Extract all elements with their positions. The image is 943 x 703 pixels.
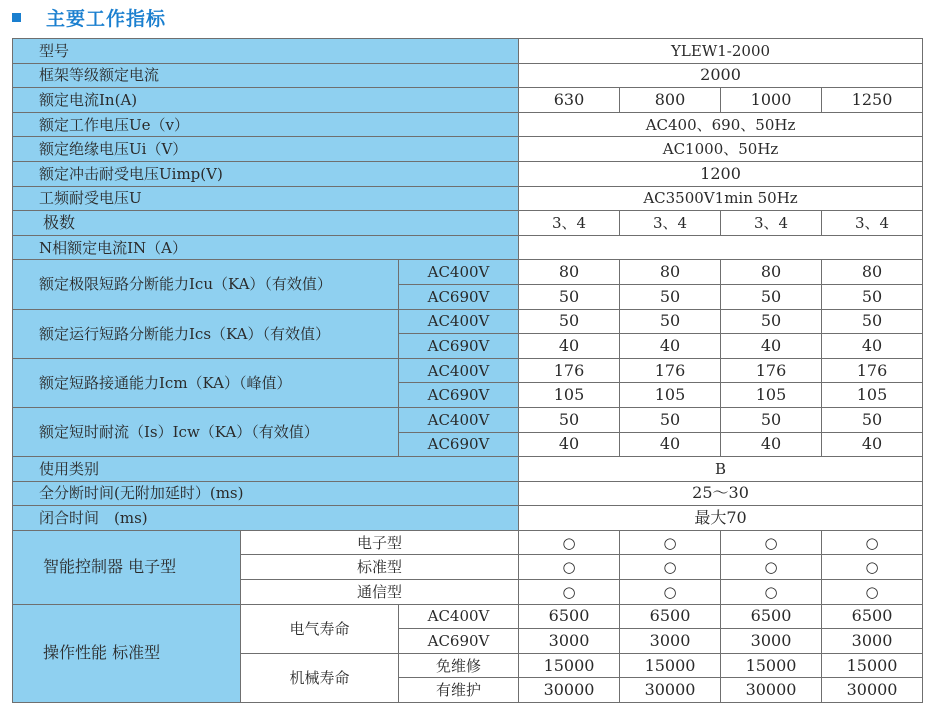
ics-value: 40	[519, 334, 620, 359]
mechanical-life-value: 30000	[519, 678, 620, 703]
icw-value: 50	[822, 407, 923, 432]
poles-value: 3、4	[721, 211, 822, 236]
icu-value: 50	[721, 284, 822, 309]
operation-label: 操作性能 标准型	[13, 604, 241, 702]
electrical-life-label: 电气寿命	[241, 604, 399, 653]
icm-value: 105	[822, 383, 923, 408]
mechanical-life-label: 机械寿命	[241, 653, 399, 702]
electrical-life-value: 6500	[721, 604, 822, 629]
table-row	[13, 260, 923, 285]
controller-mark: ○	[721, 580, 822, 605]
close-time-value: 最大70	[519, 506, 923, 531]
icm-value: 176	[519, 358, 620, 383]
electrical-voltage: AC690V	[399, 629, 519, 654]
table-row	[13, 211, 923, 236]
icu-value: 50	[620, 284, 721, 309]
icm-value: 176	[721, 358, 822, 383]
controller-mark: ○	[822, 580, 923, 605]
icu-value: 50	[822, 284, 923, 309]
icu-value: 80	[822, 260, 923, 285]
icm-voltage: AC400V	[399, 358, 519, 383]
table-row	[13, 506, 923, 531]
icw-value: 50	[519, 407, 620, 432]
icm-value: 176	[822, 358, 923, 383]
n-phase-current-value	[519, 235, 923, 260]
break-time-label: 全分断时间(无附加延时）(ms)	[13, 481, 519, 506]
table-row	[13, 604, 923, 629]
controller-mark: ○	[721, 555, 822, 580]
rated-current-value: 1000	[721, 88, 822, 113]
table-row	[13, 358, 923, 383]
table-row	[13, 186, 923, 211]
rated-current-value: 800	[620, 88, 721, 113]
controller-mark: ○	[620, 555, 721, 580]
ics-value: 40	[620, 334, 721, 359]
rated-current-value: 1250	[822, 88, 923, 113]
square-bullet-icon	[12, 13, 21, 22]
icu-voltage: AC400V	[399, 260, 519, 285]
mechanical-life-value: 15000	[620, 653, 721, 678]
icm-value: 105	[519, 383, 620, 408]
mechanical-life-value: 30000	[822, 678, 923, 703]
ics-value: 50	[721, 309, 822, 334]
close-time-label: 闭合时间 (ms)	[13, 506, 519, 531]
mechanical-life-value: 15000	[822, 653, 923, 678]
model-value: YLEW1-2000	[519, 39, 923, 64]
table-row	[13, 161, 923, 186]
table-row	[13, 309, 923, 334]
rated-voltage-label: 额定工作电压Ue（v）	[13, 112, 519, 137]
power-freq-voltage-value: AC3500V1min 50Hz	[519, 186, 923, 211]
mechanical-life-value: 30000	[620, 678, 721, 703]
icw-value: 40	[721, 432, 822, 457]
electrical-voltage: AC400V	[399, 604, 519, 629]
poles-value: 3、4	[519, 211, 620, 236]
icw-voltage: AC400V	[399, 407, 519, 432]
table-row	[13, 530, 923, 555]
icu-label: 额定极限短路分断能力Icu（KA）（有效值）	[13, 260, 399, 309]
icu-voltage: AC690V	[399, 284, 519, 309]
controller-mark: ○	[519, 555, 620, 580]
electrical-life-value: 3000	[519, 629, 620, 654]
icm-value: 176	[620, 358, 721, 383]
icu-value: 80	[620, 260, 721, 285]
controller-mark: ○	[822, 555, 923, 580]
usage-category-label: 使用类别	[13, 457, 519, 482]
electrical-life-value: 3000	[822, 629, 923, 654]
usage-category-value: B	[519, 457, 923, 482]
ics-voltage: AC400V	[399, 309, 519, 334]
ics-label: 额定运行短路分断能力Ics（KA）（有效值）	[13, 309, 399, 358]
ics-value: 40	[721, 334, 822, 359]
spec-table	[12, 38, 923, 703]
icm-value: 105	[721, 383, 822, 408]
controller-type: 标准型	[241, 555, 519, 580]
frame-current-label: 框架等级额定电流	[13, 63, 519, 88]
electrical-life-value: 3000	[620, 629, 721, 654]
icw-value: 40	[620, 432, 721, 457]
electrical-life-value: 3000	[721, 629, 822, 654]
controller-label: 智能控制器 电子型	[13, 530, 241, 604]
icw-value: 40	[822, 432, 923, 457]
insulation-voltage-label: 额定绝缘电压Ui（V）	[13, 137, 519, 162]
rated-current-value: 630	[519, 88, 620, 113]
table-row	[13, 481, 923, 506]
ics-value: 50	[519, 309, 620, 334]
icu-value: 50	[519, 284, 620, 309]
n-phase-current-label: N相额定电流IN（A）	[13, 235, 519, 260]
impulse-voltage-value: 1200	[519, 161, 923, 186]
table-row	[13, 88, 923, 113]
icw-voltage: AC690V	[399, 432, 519, 457]
poles-value: 3、4	[822, 211, 923, 236]
rated-voltage-value: AC400、690、50Hz	[519, 112, 923, 137]
controller-mark: ○	[822, 530, 923, 555]
electrical-life-value: 6500	[519, 604, 620, 629]
poles-label: 极数	[13, 211, 519, 236]
frame-current-value: 2000	[519, 63, 923, 88]
mechanical-life-value: 30000	[721, 678, 822, 703]
poles-value: 3、4	[620, 211, 721, 236]
icw-value: 50	[620, 407, 721, 432]
electrical-life-value: 6500	[620, 604, 721, 629]
table-row	[13, 235, 923, 260]
section-title: 主要工作指标	[46, 7, 167, 30]
icw-label: 额定短时耐流（Is）Icw（KA）（有效值）	[13, 407, 399, 456]
controller-mark: ○	[519, 530, 620, 555]
mechanical-type: 有维护	[399, 678, 519, 703]
section-header	[12, 2, 166, 32]
table-row	[13, 137, 923, 162]
controller-mark: ○	[721, 530, 822, 555]
controller-mark: ○	[620, 580, 721, 605]
mechanical-life-value: 15000	[721, 653, 822, 678]
icm-value: 105	[620, 383, 721, 408]
controller-type: 通信型	[241, 580, 519, 605]
controller-type: 电子型	[241, 530, 519, 555]
ics-voltage: AC690V	[399, 334, 519, 359]
table-row	[13, 39, 923, 64]
icm-label: 额定短路接通能力Icm（KA）（峰值）	[13, 358, 399, 407]
icw-value: 50	[721, 407, 822, 432]
table-row	[13, 63, 923, 88]
icw-value: 40	[519, 432, 620, 457]
insulation-voltage-value: AC1000、50Hz	[519, 137, 923, 162]
icu-value: 80	[519, 260, 620, 285]
impulse-voltage-label: 额定冲击耐受电压Uimp(V)	[13, 161, 519, 186]
ics-value: 40	[822, 334, 923, 359]
model-label: 型号	[13, 39, 519, 64]
ics-value: 50	[822, 309, 923, 334]
table-row	[13, 407, 923, 432]
icu-value: 80	[721, 260, 822, 285]
table-row	[13, 457, 923, 482]
power-freq-voltage-label: 工频耐受电压U	[13, 186, 519, 211]
break-time-value: 25～30	[519, 481, 923, 506]
ics-value: 50	[620, 309, 721, 334]
icm-voltage: AC690V	[399, 383, 519, 408]
mechanical-life-value: 15000	[519, 653, 620, 678]
mechanical-type: 免维修	[399, 653, 519, 678]
table-row	[13, 112, 923, 137]
controller-mark: ○	[519, 580, 620, 605]
electrical-life-value: 6500	[822, 604, 923, 629]
controller-mark: ○	[620, 530, 721, 555]
rated-current-label: 额定电流In(A)	[13, 88, 519, 113]
